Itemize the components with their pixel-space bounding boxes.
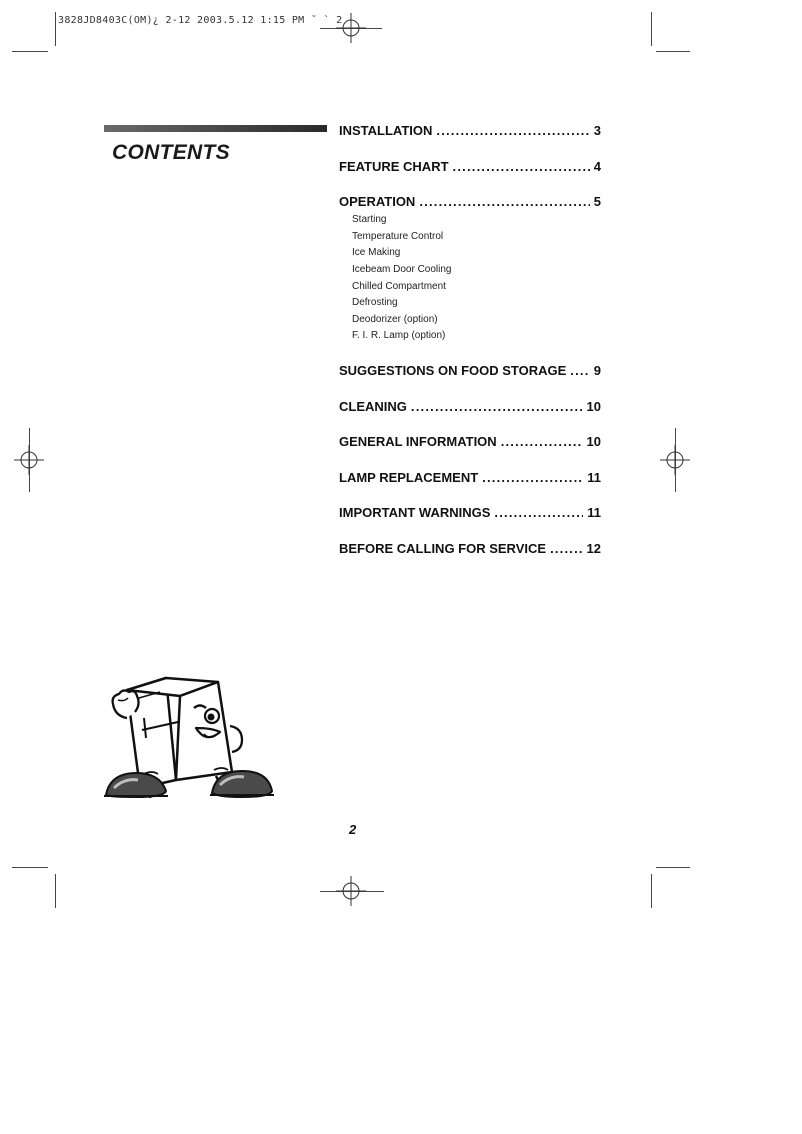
subtopic-item[interactable]: Starting [352, 214, 387, 226]
crop-mark-top-right-h [656, 51, 690, 52]
toc-entry-label: BEFORE CALLING FOR SERVICE [339, 540, 547, 556]
toc-entry-label: LAMP REPLACEMENT [339, 469, 479, 485]
toc-entry-lamp-replacement[interactable] [339, 469, 601, 487]
toc-page-number: 5 [593, 194, 601, 210]
toc-page-number: 11 [587, 469, 601, 485]
toc-page-number: 4 [593, 158, 601, 174]
subtopic-item[interactable]: Defrosting [352, 297, 398, 309]
toc-page-number: 3 [593, 123, 601, 138]
leader-dots [550, 540, 582, 558]
crop-mark-top-right-v [651, 12, 652, 46]
leader-dots [419, 193, 589, 211]
toc-entry-general-information[interactable] [339, 433, 601, 451]
crop-mark-top-left-h [12, 51, 48, 52]
heading-rule [104, 125, 327, 132]
registration-mark-icon [336, 13, 366, 43]
crop-mark-bottom-right-v [651, 874, 652, 908]
printer-slug: 3828JD8403C(OM)¿ 2-12 2003.5.12 1:15 PM ˘ ` 2 [58, 15, 343, 26]
registration-mark-icon [14, 445, 44, 475]
table-of-contents [339, 122, 601, 558]
toc-page-number: 12 [586, 540, 601, 556]
toc-page-number: 11 [587, 505, 601, 521]
subtopic-item[interactable]: Icebeam Door Cooling [352, 263, 452, 275]
leader-dots [453, 158, 590, 176]
toc-entry-cleaning[interactable] [339, 398, 601, 416]
toc-entry-label: INSTALLATION [339, 123, 433, 138]
toc-entry-label: SUGGESTIONS ON FOOD STORAGE [339, 362, 567, 378]
leader-dots [570, 362, 589, 380]
toc-entry-label: CLEANING [339, 398, 407, 414]
leader-dots [501, 433, 583, 451]
subtopic-item[interactable]: Temperature Control [352, 230, 444, 242]
registration-mark-icon [660, 445, 690, 475]
crop-mark-bottom-left-v [55, 874, 56, 908]
registration-mark-icon [336, 876, 366, 906]
subtopic-item[interactable]: Chilled Compartment [352, 280, 446, 292]
refrigerator-mascot-icon [100, 660, 278, 805]
subtopic-item[interactable]: F. I. R. Lamp (option) [352, 330, 446, 342]
toc-entry-important-warnings[interactable] [339, 504, 601, 522]
contents-title: CONTENTS [112, 141, 230, 164]
toc-entry-operation[interactable] [339, 193, 601, 211]
toc-entry-label: OPERATION [339, 194, 416, 210]
crop-mark-top-left-v [55, 12, 56, 46]
leader-dots [436, 122, 589, 140]
leader-dots [482, 469, 583, 487]
crop-mark-bottom-left-h [12, 867, 48, 868]
toc-entry-label: GENERAL INFORMATION [339, 434, 497, 450]
leader-dots [494, 504, 583, 522]
subtopic-item[interactable]: Deodorizer (option) [352, 313, 438, 325]
crop-mark-bottom-right-h [656, 867, 690, 868]
toc-entry-label: IMPORTANT WARNINGS [339, 505, 491, 521]
page-number: 2 [349, 822, 357, 837]
operation-subtopics [352, 212, 601, 345]
toc-entry-food-storage[interactable] [339, 362, 601, 380]
toc-page-number: 10 [586, 434, 601, 450]
toc-page-number: 9 [593, 362, 601, 378]
toc-entry-feature-chart[interactable] [339, 158, 601, 176]
toc-entry-label: FEATURE CHART [339, 158, 449, 174]
subtopic-item[interactable]: Ice Making [352, 247, 401, 259]
toc-entry-before-calling-for-service[interactable] [339, 540, 601, 558]
toc-entry-installation[interactable] [339, 122, 601, 140]
leader-dots [411, 398, 583, 416]
toc-page-number: 10 [586, 398, 601, 414]
